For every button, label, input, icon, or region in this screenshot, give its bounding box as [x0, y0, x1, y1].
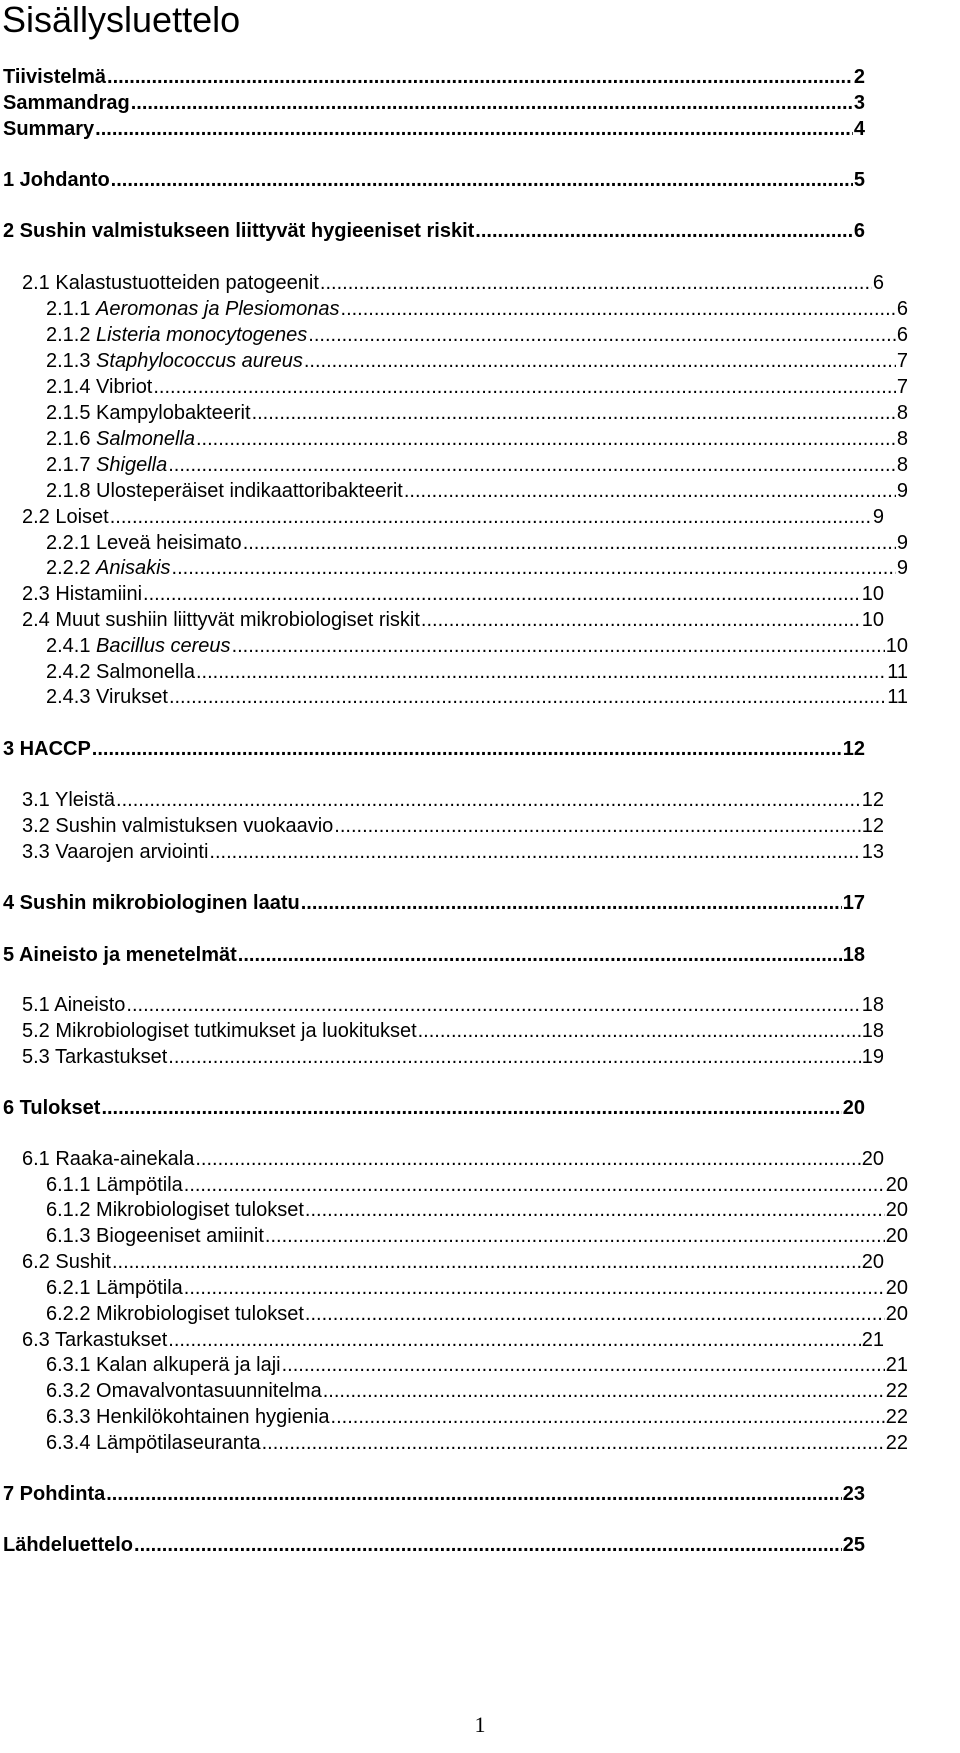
toc-entry-text: 2.1.8 Ulosteperäiset indikaattoribakteerit — [46, 480, 403, 502]
toc-entry — [0, 555, 908, 581]
toc-entry-page: 12 — [842, 738, 865, 760]
toc-entry-page: 22 — [885, 1380, 908, 1402]
toc-entry-page: 8 — [896, 454, 908, 476]
toc-entry-label — [3, 1481, 105, 1507]
toc-leader-dots — [252, 400, 896, 426]
toc-entry-text: 2.1.5 Kampylobakteerit — [46, 402, 251, 424]
toc-entry — [0, 942, 865, 968]
toc-entry-page: 7 — [896, 350, 908, 372]
toc-leader-dots — [95, 116, 853, 142]
toc-entry-text: 6.3.4 Lämpötilaseuranta — [46, 1432, 261, 1454]
toc-entry-label — [46, 322, 307, 348]
toc-leader-dots — [126, 992, 860, 1018]
toc-entry — [0, 504, 884, 530]
toc-entry-page: 10 — [861, 583, 884, 605]
toc-entry-text: Summary — [3, 118, 95, 140]
toc-entry-page: 20 — [885, 1303, 908, 1325]
toc-entry-number: 2.2.2 — [46, 557, 97, 579]
toc-leader-dots — [305, 1301, 885, 1327]
toc-entry-page: 9 — [872, 506, 884, 528]
toc-entry-label — [3, 116, 94, 142]
toc-entry-page: 22 — [885, 1432, 908, 1454]
toc-entry-label — [22, 839, 208, 865]
toc-entry-text: 2 Sushin valmistukseen liittyvät hygieeniset riskit — [3, 220, 475, 242]
toc-leader-dots — [169, 684, 886, 710]
toc-entry — [0, 322, 908, 348]
toc-entry-label — [22, 992, 125, 1018]
toc-entry-page: 21 — [861, 1329, 884, 1351]
toc-leader-dots — [168, 452, 896, 478]
toc-leader-dots — [184, 1275, 885, 1301]
toc-leader-dots — [172, 555, 896, 581]
toc-entry-label — [46, 348, 303, 374]
toc-entry-label — [46, 1404, 330, 1430]
toc-entry — [0, 530, 908, 556]
toc-entry-text: Staphylococcus aureus — [96, 350, 303, 372]
toc-entry-page: 12 — [861, 815, 884, 837]
toc-entry-label — [46, 530, 242, 556]
toc-entry-text: 6.2.2 Mikrobiologiset tulokset — [46, 1303, 304, 1325]
toc-entry-text: 2.1.4 Vibriot — [46, 376, 153, 398]
toc-entry-label — [46, 555, 171, 581]
toc-entry-page: 11 — [887, 686, 908, 708]
toc-entry-label — [3, 218, 474, 244]
toc-entry-text: 5.2 Mikrobiologiset tutkimukset ja luokitukset — [22, 1020, 417, 1042]
toc-leader-dots — [143, 581, 861, 607]
toc-entry-page: 2 — [853, 66, 865, 88]
toc-leader-dots — [282, 1352, 885, 1378]
toc-entry-page: 20 — [842, 1097, 865, 1119]
toc-entry-text: 2.4.2 Salmonella — [46, 661, 195, 683]
toc-entry — [0, 787, 884, 813]
toc-entry-page: 6 — [896, 298, 908, 320]
toc-entry-label — [46, 1223, 264, 1249]
toc-entry-label — [3, 890, 300, 916]
toc-entry-label — [46, 452, 167, 478]
toc-entry-label — [46, 478, 403, 504]
toc-leader-dots — [404, 478, 896, 504]
toc-entry-label — [22, 1044, 167, 1070]
toc-entry-page: 20 — [885, 1199, 908, 1221]
toc-entry — [0, 167, 865, 193]
toc-entry-label — [22, 1146, 194, 1172]
toc-entry-page: 9 — [896, 532, 908, 554]
toc-entry — [0, 1352, 908, 1378]
toc-entry-text: 7 Pohdinta — [3, 1483, 106, 1505]
toc-entry — [0, 478, 908, 504]
toc-entry-text: 6.3.2 Omavalvontasuunnitelma — [46, 1380, 322, 1402]
toc-entry — [0, 374, 908, 400]
toc-leader-dots — [195, 1146, 860, 1172]
toc-entry-text: 6.1.3 Biogeeniset amiinit — [46, 1225, 264, 1247]
toc-entry-label — [46, 426, 195, 452]
toc-entry-page: 19 — [861, 1046, 884, 1068]
toc-entry-text: Shigella — [96, 454, 168, 476]
toc-entry-label — [46, 296, 340, 322]
toc-entry-page: 4 — [853, 118, 865, 140]
toc-entry — [0, 1146, 884, 1172]
toc-entry-label — [3, 64, 106, 90]
toc-entry-page: 18 — [861, 1020, 884, 1042]
toc-leader-dots — [106, 1481, 842, 1507]
toc-entry-label — [46, 659, 195, 685]
toc-entry — [0, 633, 908, 659]
toc-leader-dots — [320, 270, 872, 296]
toc-entry-page: 7 — [896, 376, 908, 398]
toc-entry — [0, 890, 865, 916]
toc-leader-dots — [112, 1249, 861, 1275]
toc-leader-dots — [334, 813, 860, 839]
toc-leader-dots — [238, 942, 842, 968]
toc-entry-page: 20 — [885, 1174, 908, 1196]
toc-entry-text: 3 HACCP — [3, 738, 91, 760]
toc-entry — [0, 813, 884, 839]
toc-entry-label — [22, 581, 142, 607]
toc-entry-page: 13 — [861, 841, 884, 863]
toc-leader-dots — [323, 1378, 885, 1404]
toc-entry-text: Aeromonas ja Plesiomonas — [96, 298, 340, 320]
toc-entry-text: 6.3.3 Henkilökohtainen hygienia — [46, 1406, 330, 1428]
toc-entry-label — [46, 1197, 304, 1223]
toc-entry-page: 12 — [861, 789, 884, 811]
toc-leader-dots — [110, 504, 872, 530]
toc-entry — [0, 1532, 865, 1558]
page-number: 1 — [474, 1712, 486, 1737]
toc-entry-label — [46, 684, 168, 710]
toc-entry-text: Lähdeluettelo — [3, 1534, 134, 1556]
toc-leader-dots — [232, 633, 885, 659]
toc-entry-page: 20 — [885, 1225, 908, 1247]
toc-entry-text: 3.1 Yleistä — [22, 789, 116, 811]
toc-entry — [0, 348, 908, 374]
toc-entry-text: Anisakis — [96, 557, 171, 579]
toc-entry-page: 5 — [853, 169, 865, 191]
toc-entry — [0, 270, 884, 296]
toc-entry-label — [22, 504, 109, 530]
toc-entry-label — [3, 167, 110, 193]
toc-entry-label — [46, 633, 231, 659]
toc-leader-dots — [184, 1172, 885, 1198]
toc-leader-dots — [196, 426, 896, 452]
toc-entry-page: 6 — [853, 220, 865, 242]
toc-entry — [0, 1378, 908, 1404]
toc-leader-dots — [92, 736, 842, 762]
toc-leader-dots — [475, 218, 853, 244]
toc-entry-page: 20 — [885, 1277, 908, 1299]
toc-entry-page: 21 — [885, 1354, 908, 1376]
toc-entry-text: 6.3 Tarkastukset — [22, 1329, 168, 1351]
toc-entry — [0, 90, 865, 116]
toc-entry — [0, 839, 884, 865]
toc-leader-dots — [243, 530, 896, 556]
toc-entry-number: 2.1.3 — [46, 350, 97, 372]
toc-entry-page: 20 — [861, 1148, 884, 1170]
toc-entry-page: 9 — [896, 557, 908, 579]
toc-entry-text: Bacillus cereus — [96, 635, 231, 657]
toc-leader-dots — [134, 1532, 842, 1558]
toc-entry-page: 6 — [872, 272, 884, 294]
toc-entry-text: 3.2 Sushin valmistuksen vuokaavio — [22, 815, 334, 837]
toc-entry — [0, 426, 908, 452]
page-title: Sisällysluettelo — [2, 0, 241, 40]
toc-entry-text: 4 Sushin mikrobiologinen laatu — [3, 892, 300, 914]
toc-entry-text: Sammandrag — [3, 92, 130, 114]
toc-entry-text: 6 Tulokset — [3, 1097, 101, 1119]
toc-entry-text: 6.2 Sushit — [22, 1251, 111, 1273]
toc-entry — [0, 684, 908, 710]
toc-leader-dots — [101, 1095, 841, 1121]
toc-entry-page: 10 — [885, 635, 908, 657]
toc-leader-dots — [131, 90, 853, 116]
toc-entry — [0, 1044, 884, 1070]
toc-leader-dots — [331, 1404, 885, 1430]
toc-entry-label — [22, 607, 420, 633]
toc-entry-label — [22, 1018, 417, 1044]
toc-entry-page: 20 — [861, 1251, 884, 1273]
toc-entry — [0, 1249, 884, 1275]
toc-entry — [0, 1275, 908, 1301]
toc-entry-number: 2.1.6 — [46, 428, 97, 450]
toc-entry — [0, 452, 908, 478]
toc-entry-label — [3, 1095, 100, 1121]
toc-entry-text: 6.2.1 Lämpötila — [46, 1277, 183, 1299]
toc-entry — [0, 218, 865, 244]
toc-leader-dots — [262, 1430, 885, 1456]
toc-entry — [0, 1481, 865, 1507]
toc-entry-number: 2.1.2 — [46, 324, 97, 346]
toc-entry-text: Salmonella — [96, 428, 195, 450]
toc-entry-page: 22 — [885, 1406, 908, 1428]
toc-entry-page: 25 — [842, 1534, 865, 1556]
toc-entry-number: 2.4.1 — [46, 635, 97, 657]
toc-entry-text: 2.3 Histamiini — [22, 583, 143, 605]
toc-entry-text: 1 Johdanto — [3, 169, 110, 191]
toc-entry-page: 3 — [853, 92, 865, 114]
toc-leader-dots — [341, 296, 896, 322]
toc-entry-page: 18 — [842, 944, 865, 966]
toc-entry — [0, 1197, 908, 1223]
toc-entry-text: 2.1 Kalastustuotteiden patogeenit — [22, 272, 319, 294]
toc-entry — [0, 1095, 865, 1121]
toc-entry-label — [46, 1172, 183, 1198]
toc-entry-text: 6.1 Raaka-ainekala — [22, 1148, 195, 1170]
toc-entry-page: 17 — [842, 892, 865, 914]
toc-leader-dots — [304, 348, 896, 374]
toc-entry-text: 2.4 Muut sushiin liittyvät mikrobiologiset riskit — [22, 609, 420, 631]
toc-leader-dots — [265, 1223, 885, 1249]
toc-entry-label — [22, 1327, 167, 1353]
toc-entry-page: 10 — [861, 609, 884, 631]
toc-entry — [0, 1327, 884, 1353]
toc-leader-dots — [301, 890, 842, 916]
toc-leader-dots — [418, 1018, 861, 1044]
toc-entry-label — [3, 736, 91, 762]
toc-entry-text: 5 Aineisto ja menetelmät — [3, 944, 237, 966]
toc-entry-label — [46, 1352, 281, 1378]
toc-entry-label — [3, 1532, 133, 1558]
toc-entry — [0, 1223, 908, 1249]
toc-entry-text: 3.3 Vaarojen arviointi — [22, 841, 209, 863]
toc-entry-page: 18 — [861, 994, 884, 1016]
toc-leader-dots — [196, 659, 886, 685]
toc-entry-label — [46, 1275, 183, 1301]
toc-entry-text: Tiivistelmä — [3, 66, 107, 88]
toc-entry-text: Listeria monocytogenes — [96, 324, 308, 346]
toc-entry-page: 8 — [896, 402, 908, 424]
toc-entry — [0, 64, 865, 90]
toc-entry — [0, 400, 908, 426]
toc-leader-dots — [308, 322, 896, 348]
toc-entry — [0, 1018, 884, 1044]
toc-entry-text: 2.2.1 Leveä heisimato — [46, 532, 242, 554]
toc-entry-label — [46, 400, 251, 426]
toc-entry-label — [22, 1249, 111, 1275]
toc-entry — [0, 607, 884, 633]
toc-entry-label — [46, 1430, 261, 1456]
toc-entry-label — [3, 90, 130, 116]
toc-entry-page: 23 — [842, 1483, 865, 1505]
toc-entry — [0, 992, 884, 1018]
toc-entry — [0, 296, 908, 322]
toc-entry-label — [22, 813, 333, 839]
toc-leader-dots — [168, 1327, 860, 1353]
toc-entry — [0, 1172, 908, 1198]
toc-leader-dots — [107, 64, 853, 90]
toc-leader-dots — [153, 374, 896, 400]
toc-entry-text: 6.1.2 Mikrobiologiset tulokset — [46, 1199, 304, 1221]
toc-entry — [0, 1301, 908, 1327]
toc-leader-dots — [168, 1044, 860, 1070]
toc-leader-dots — [421, 607, 861, 633]
toc-entry-text: 5.1 Aineisto — [22, 994, 126, 1016]
toc-entry-label — [3, 942, 237, 968]
toc-entry-label — [46, 1301, 304, 1327]
toc-entry-text: 6.3.1 Kalan alkuperä ja laji — [46, 1354, 281, 1376]
toc-entry-label — [46, 1378, 322, 1404]
toc-entry-page: 8 — [896, 428, 908, 450]
toc-entry-label — [22, 787, 115, 813]
toc-entry-label — [22, 270, 319, 296]
toc-entry-text: 5.3 Tarkastukset — [22, 1046, 168, 1068]
toc-entry-page: 9 — [896, 480, 908, 502]
toc-entry — [0, 116, 865, 142]
toc-leader-dots — [305, 1197, 885, 1223]
toc-entry-text: 2.2 Loiset — [22, 506, 109, 528]
toc-entry — [0, 1430, 908, 1456]
toc-entry-page: 11 — [887, 661, 908, 683]
toc-entry — [0, 659, 908, 685]
toc-entry-text: 6.1.1 Lämpötila — [46, 1174, 183, 1196]
toc-entry-label — [46, 374, 152, 400]
toc-leader-dots — [111, 167, 853, 193]
toc-entry-page: 6 — [896, 324, 908, 346]
toc-entry-number: 2.1.1 — [46, 298, 97, 320]
toc-entry — [0, 1404, 908, 1430]
toc-entry-text: 2.4.3 Virukset — [46, 686, 168, 708]
toc-entry — [0, 581, 884, 607]
toc-leader-dots — [116, 787, 861, 813]
toc-entry-number: 2.1.7 — [46, 454, 97, 476]
toc-leader-dots — [209, 839, 860, 865]
toc-entry — [0, 736, 865, 762]
